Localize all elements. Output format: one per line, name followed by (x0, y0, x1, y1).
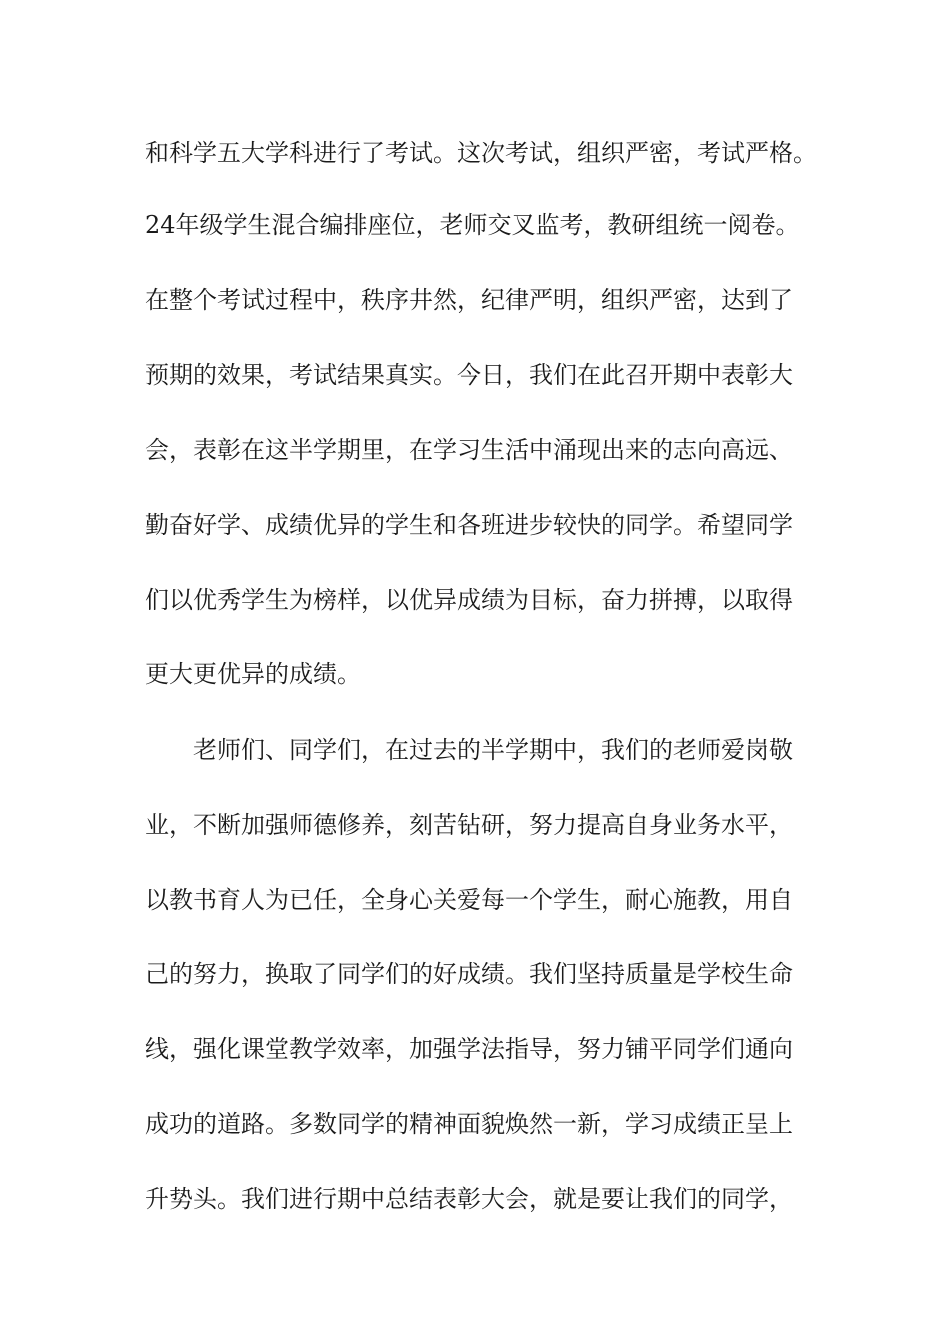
body-text-line: 会，表彰在这半学期里，在学习生活中涌现出来的志向高远、 (145, 436, 793, 464)
body-text-line: 预期的效果，考试结果真实。今日，我们在此召开期中表彰大 (145, 361, 793, 389)
body-text-line: 勤奋好学、成绩优异的学生和各班进步较快的同学。希望同学 (145, 511, 793, 539)
body-text-line: 升势头。我们进行期中总结表彰大会，就是要让我们的同学， (145, 1185, 793, 1213)
body-text-line: 在整个考试过程中，秩序井然，纪律严明，组织严密，达到了 (145, 286, 793, 314)
body-text-line: 成功的道路。多数同学的精神面貌焕然一新，学习成绩正呈上 (145, 1110, 793, 1138)
body-text-line: 和科学五大学科进行了考试。这次考试，组织严密，考试严格。 (145, 139, 817, 167)
body-text-line: 业，不断加强师德修养，刻苦钻研，努力提高自身业务水平， (145, 811, 793, 839)
body-text-line: 24年级学生混合编排座位，老师交叉监考，教研组统一阅卷。 (145, 211, 800, 239)
body-text-line: 以教书育人为已任，全身心关爱每一个学生，耐心施教，用自 (145, 886, 793, 914)
body-text-line: 己的努力，换取了同学们的好成绩。我们坚持质量是学校生命 (145, 960, 793, 988)
body-text-line: 更大更优异的成绩。 (145, 660, 361, 688)
body-text-line: 们以优秀学生为榜样，以优异成绩为目标，奋力拼搏，以取得 (145, 586, 793, 614)
paragraph-first-line: 老师们、同学们，在过去的半学期中，我们的老师爱岗敬 (193, 736, 793, 764)
body-text-line: 线，强化课堂教学效率，加强学法指导，努力铺平同学们通向 (145, 1035, 793, 1063)
